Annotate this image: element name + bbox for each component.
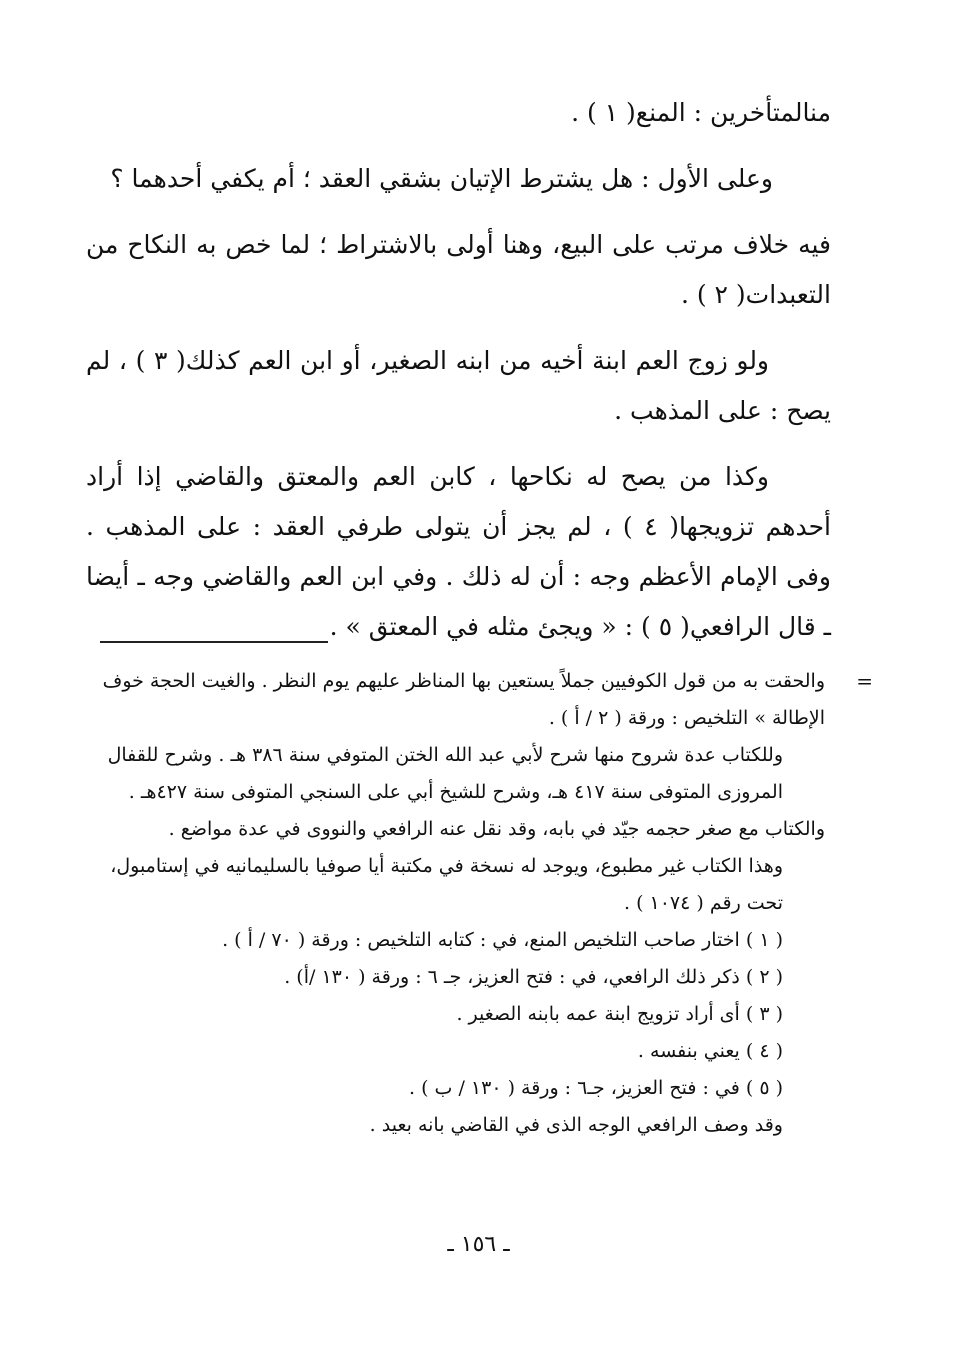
paragraph: ولو زوج العم ابنة أخيه من ابنه الصغير، أو ابن العم كذلك( ٣ ) ، لم يصح : على المذهب . — [86, 346, 831, 425]
footnote-4: ( ٤ ) يعني بنفسه . — [637, 1040, 783, 1062]
footnote-extra: وهذا الكتاب غير مطبوع، ويوجد له نسخة في مكتبة أيا صوفيا بالسليمانيه في إستامبول، تحت رقم ( ١٠٧٤ ) . — [110, 855, 783, 914]
main-text — [86, 88, 831, 652]
footnote-continuation — [90, 663, 873, 737]
paragraph: فيه خلاف مرتب على البيع، وهنا أولى بالاشتراط ؛ لما خص به النكاح من التعبدات( ٢ ) . — [86, 230, 831, 309]
footnote-continuation-text: والحقت به من قول الكوفيين جملاً يستعين بها المناظر عليهم يوم النظر . والغيت الحجة خوف الإطالة » التلخيص : ورقة ( ٢ / أ ) . — [102, 670, 825, 729]
paragraph: وعلى الأول : هل يشترط الإتيان بشقي العقد ؛ أم يكفي أحدهما ؟ — [110, 164, 773, 193]
footnote-3: ( ٣ ) أى أراد تزويج ابنة عمه بابنه الصغير . — [456, 1003, 783, 1025]
footnote-extra: وللكتاب عدة شروح منها شرح لأبي عبد الله الختن المتوفي سنة ٣٨٦ هـ . وشرح للقفال المروزى المتوفى سنة ٤١٧ هـ، وشرح للشيخ أبي على السنجي المتوفى سنة ٤٢٧هـ . — [107, 744, 783, 803]
footnote-extra: والكتاب مع صغر حجمه جيّد في بابه، وقد نقل عنه الرافعي والنووى في عدة مواضع . — [168, 818, 825, 840]
page-number: ـ ١٥٦ ـ — [447, 1232, 510, 1257]
paragraph: منالمتأخرين : المنع( ١ ) . — [571, 98, 831, 127]
continuation-mark: = — [856, 669, 873, 693]
footnote-5-extra: وقد وصف الرافعي الوجه الذى في القاضي بانه بعيد . — [369, 1114, 783, 1136]
footnote-5: ( ٥ ) في : فتح العزيز، جـ٦ : ورقة ( ١٣٠ / ب ) . — [409, 1077, 783, 1099]
paragraph: وكذا من يصح له نكاحها ، كابن العم والمعتق والقاضي إذا أراد أحدهم تزويجها( ٤ ) ، لم يجز أن يتولى طرفي العقد : على المذهب . وفى الإمام الأعظم وجه : أن له ذلك . وفي ابن العم والقاضي وجه ـ أيضا ـ قال الرافعي( ٥ ) : « ويجئ مثله في المعتق » . — [86, 462, 831, 641]
footnote-1: ( ١ ) اختار صاحب التلخيص المنع، في : كتابه التلخيص : ورقة ( ٧٠ / أ ) . — [222, 929, 783, 951]
footnotes — [90, 663, 873, 1144]
footnote-2: ( ٢ ) ذكر ذلك الرافعي، في : فتح العزيز، جـ ٦ : ورقة ( ١٣٠ /أ) . — [284, 966, 783, 988]
footnote-separator — [100, 641, 328, 643]
